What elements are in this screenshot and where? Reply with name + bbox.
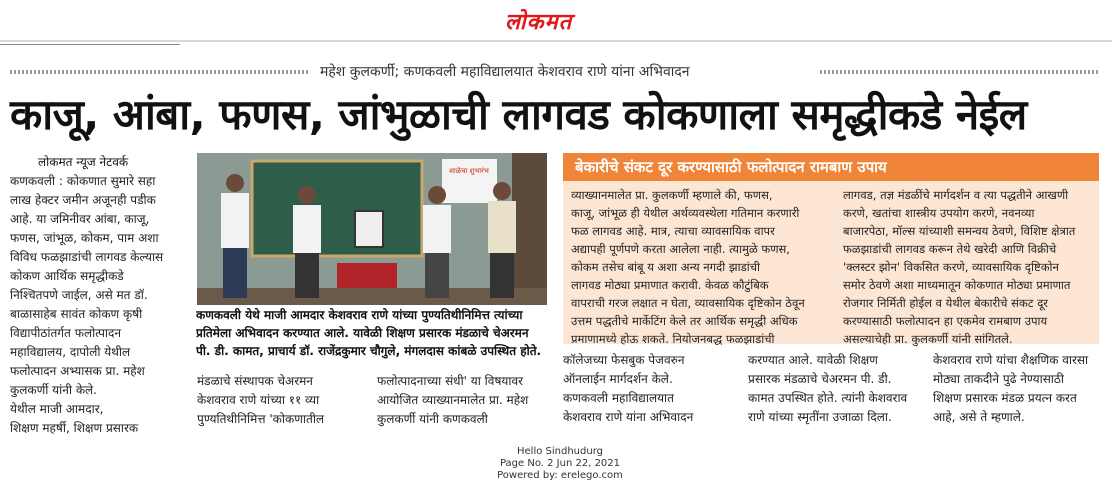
text-line: प्रतिमेला अभिवादन करण्यात आले. यावेळी शिक्षण प्रसारक मंडळाचे चेअरमन xyxy=(196,326,529,340)
text-line: फलोत्पादन अभ्यासक प्रा. महेश xyxy=(10,364,145,378)
text-line: करणे, खतांचा शास्त्रीय उपयोग करणे, नवनव्या xyxy=(843,206,1035,220)
text-line: शिक्षण प्रसारक मंडळ प्रयत्न करत xyxy=(933,391,1077,405)
footer-powered-by: Powered by: erelego.com xyxy=(497,470,623,481)
text-line: व्याख्यानमालेत प्रा. कुलकर्णी म्हणाले की, फणस, xyxy=(571,188,773,202)
masthead-rule xyxy=(0,40,1112,42)
text-line: केशवराव राणे यांना अभिवादन xyxy=(563,410,694,424)
text-line: लागवड, तज्ञ मंडळींचे मार्गदर्शन व त्या पद्धतीने आखणी xyxy=(843,188,1069,202)
footer-page-date: Page No. 2 Jun 22, 2021 xyxy=(499,458,621,469)
text-line: फणस, जांभूळ, कोकम, पाम अशा xyxy=(10,231,159,245)
lokmat-logo: लोकमत xyxy=(505,10,573,35)
sidebar-box-left-column xyxy=(571,186,829,348)
article-column-5 xyxy=(748,351,918,427)
kicker-dash-left xyxy=(10,70,310,74)
text-line: केशवराव राणे यांचा शैक्षणिक वारसा xyxy=(933,353,1089,367)
text-line: कुलकर्णी यांनी केले. xyxy=(10,383,97,397)
article-column-3 xyxy=(377,372,547,429)
text-line: लाख हेक्टर जमीन अजूनही पडीक xyxy=(10,193,156,207)
text-line: लागवड मोठ्या प्रमाणात करावी. केवळ कौटुंबिक xyxy=(571,278,769,292)
kicker-dash-right xyxy=(820,70,1100,74)
board-text: शाळेचा शुभारंभ xyxy=(449,167,489,175)
article-column-4 xyxy=(563,351,731,427)
text-line: केशवराव राणे यांच्या ११ व्या xyxy=(197,393,320,407)
text-line: शिक्षण महर्षी, शिक्षण प्रसारक xyxy=(10,421,139,435)
text-line: रोजगार निर्मिती होईल व येथील बेकारीचे संकट दूर xyxy=(843,296,1048,310)
text-line: कणकवली येथे माजी आमदार केशवराव राणे यांच्या पुण्यतिथीनिमित्त त्यांच्या xyxy=(196,308,523,322)
text-line: प्रसारक मंडळाचे चेअरमन पी. डी. xyxy=(748,372,892,386)
page-footer xyxy=(440,446,680,482)
text-line: ऑनलाईन मार्गदर्शन केले. xyxy=(563,372,673,386)
kicker: महेश कुलकर्णी; कणकवली महाविद्यालयात केशवराव राणे यांना अभिवादन xyxy=(320,64,690,80)
text-line: प्रमाणामध्ये होऊ शकते. नियोजनबद्ध फळझाडांची xyxy=(571,332,775,346)
text-line: आयोजित व्याख्यानमालेत प्रा. महेश xyxy=(377,393,529,407)
text-line: उत्तम पद्धतीचे मार्केटिंग केले तर आर्थिक समृद्धी अधिक xyxy=(571,314,798,328)
text-line: करण्यात आले. यावेळी शिक्षण xyxy=(748,353,878,367)
text-line: कुलकर्णी यांनी कणकवली xyxy=(377,412,488,426)
photo-caption xyxy=(196,306,548,360)
text-line: कॉलेजच्या फेसबुक पेजवरुन xyxy=(563,353,685,367)
sidebar-box-right-column xyxy=(843,186,1093,348)
text-line: असल्याचेही प्रा. कुलकर्णी यांनी सांगितले. xyxy=(843,332,1013,346)
text-line: 'क्लस्टर झोन' विकसित करणे, व्यावसायिक दृष्टिकोन xyxy=(843,260,1059,274)
text-line: विविध फळझाडांची लागवड केल्यास xyxy=(10,250,164,264)
text-line: अद्यापही पूर्णपणे करता आलेला नाही. त्यामुळे फणस, xyxy=(571,242,790,256)
article-column-2 xyxy=(197,372,367,429)
footer-edition: Hello Sindhudurg xyxy=(517,446,603,457)
text-line: महाविद्यालय, दापोली येथील xyxy=(10,345,131,359)
masthead-subrule xyxy=(0,44,180,45)
text-line: करण्यासाठी फलोत्पादन हा एकमेव रामबाण उपाय xyxy=(843,314,1048,328)
text-line: येथील माजी आमदार, xyxy=(10,402,104,416)
text-line: पी. डी. कामत, प्राचार्य डॉ. राजेंद्रकुमार चौगुले, मंगलदास कांबळे उपस्थित होते. xyxy=(196,344,542,358)
text-line: कणकवली महाविद्यालयात xyxy=(563,391,674,405)
article-column-6 xyxy=(933,351,1099,427)
text-line: कणकवली : कोकणात सुमारे सहा xyxy=(10,174,156,188)
text-line: निश्चितपणे जाईल, असे मत डॉ. xyxy=(10,288,148,302)
byline: लोकमत न्यूज नेटवर्क xyxy=(38,155,129,169)
text-line: बाजारपेठा, मॉल्स यांच्याशी समन्वय ठेवणे, विशिष्ट क्षेत्रात xyxy=(843,224,1076,238)
text-line: कोकम तसेच बांबू य अशा अन्य नगदी झाडांची xyxy=(571,260,760,274)
text-line: फळ लागवड आहे. मात्र, त्याचा व्यावसायिक वापर xyxy=(571,224,775,238)
sidebar-box-title: बेकारीचे संकट दूर करण्यासाठी फलोत्पादन रामबाण उपाय xyxy=(575,158,887,176)
text-line: फळझाडांची लागवड करून तेथे खरेदी आणि विक्रीचे xyxy=(843,242,1057,256)
photo-illustration xyxy=(197,153,547,305)
article-column-1 xyxy=(10,172,188,438)
headline: काजू, आंबा, फणस, जांभुळाची लागवड कोकणाला समृद्धीकडे नेईल xyxy=(10,90,1027,139)
text-line: मंडळाचे संस्थापक चेअरमन xyxy=(197,374,313,388)
text-line: फलोत्पादनाच्या संधी' या विषयावर xyxy=(377,374,524,388)
text-line: बाळासाहेब सावंत कोकण कृषी xyxy=(10,307,143,321)
text-line: राणे यांच्या स्मृतींना उजाळा दिला. xyxy=(748,410,892,424)
text-line: आहे, असे ते म्हणाले. xyxy=(933,410,1025,424)
text-line: कामत उपस्थित होते. त्यांनी केशवराव xyxy=(748,391,908,405)
text-line: काजू, जांभूळ ही येथील अर्थव्यवस्थेला गतिमान करणारी xyxy=(571,206,800,220)
text-line: विद्यापीठांतर्गत फलोत्पादन xyxy=(10,326,122,340)
text-line: वापराची गरज लक्षात न घेता, व्यावसायिक दृष्टिकोन ठेवून xyxy=(571,296,805,310)
event-photo xyxy=(197,153,547,305)
text-line: समोर ठेवणे अशा माध्यमातून कोकणात मोठ्या प्रमाणात xyxy=(843,278,1071,292)
text-line: आहे. या जमिनीवर आंबा, काजू, xyxy=(10,212,150,226)
text-line: मोठ्या ताकदीने पुढे नेण्यासाठी xyxy=(933,372,1064,386)
text-line: कोकण आर्थिक समृद्धीकडे xyxy=(10,269,124,283)
text-line: पुण्यतिथीनिमित्त 'कोकणातील xyxy=(197,412,325,426)
